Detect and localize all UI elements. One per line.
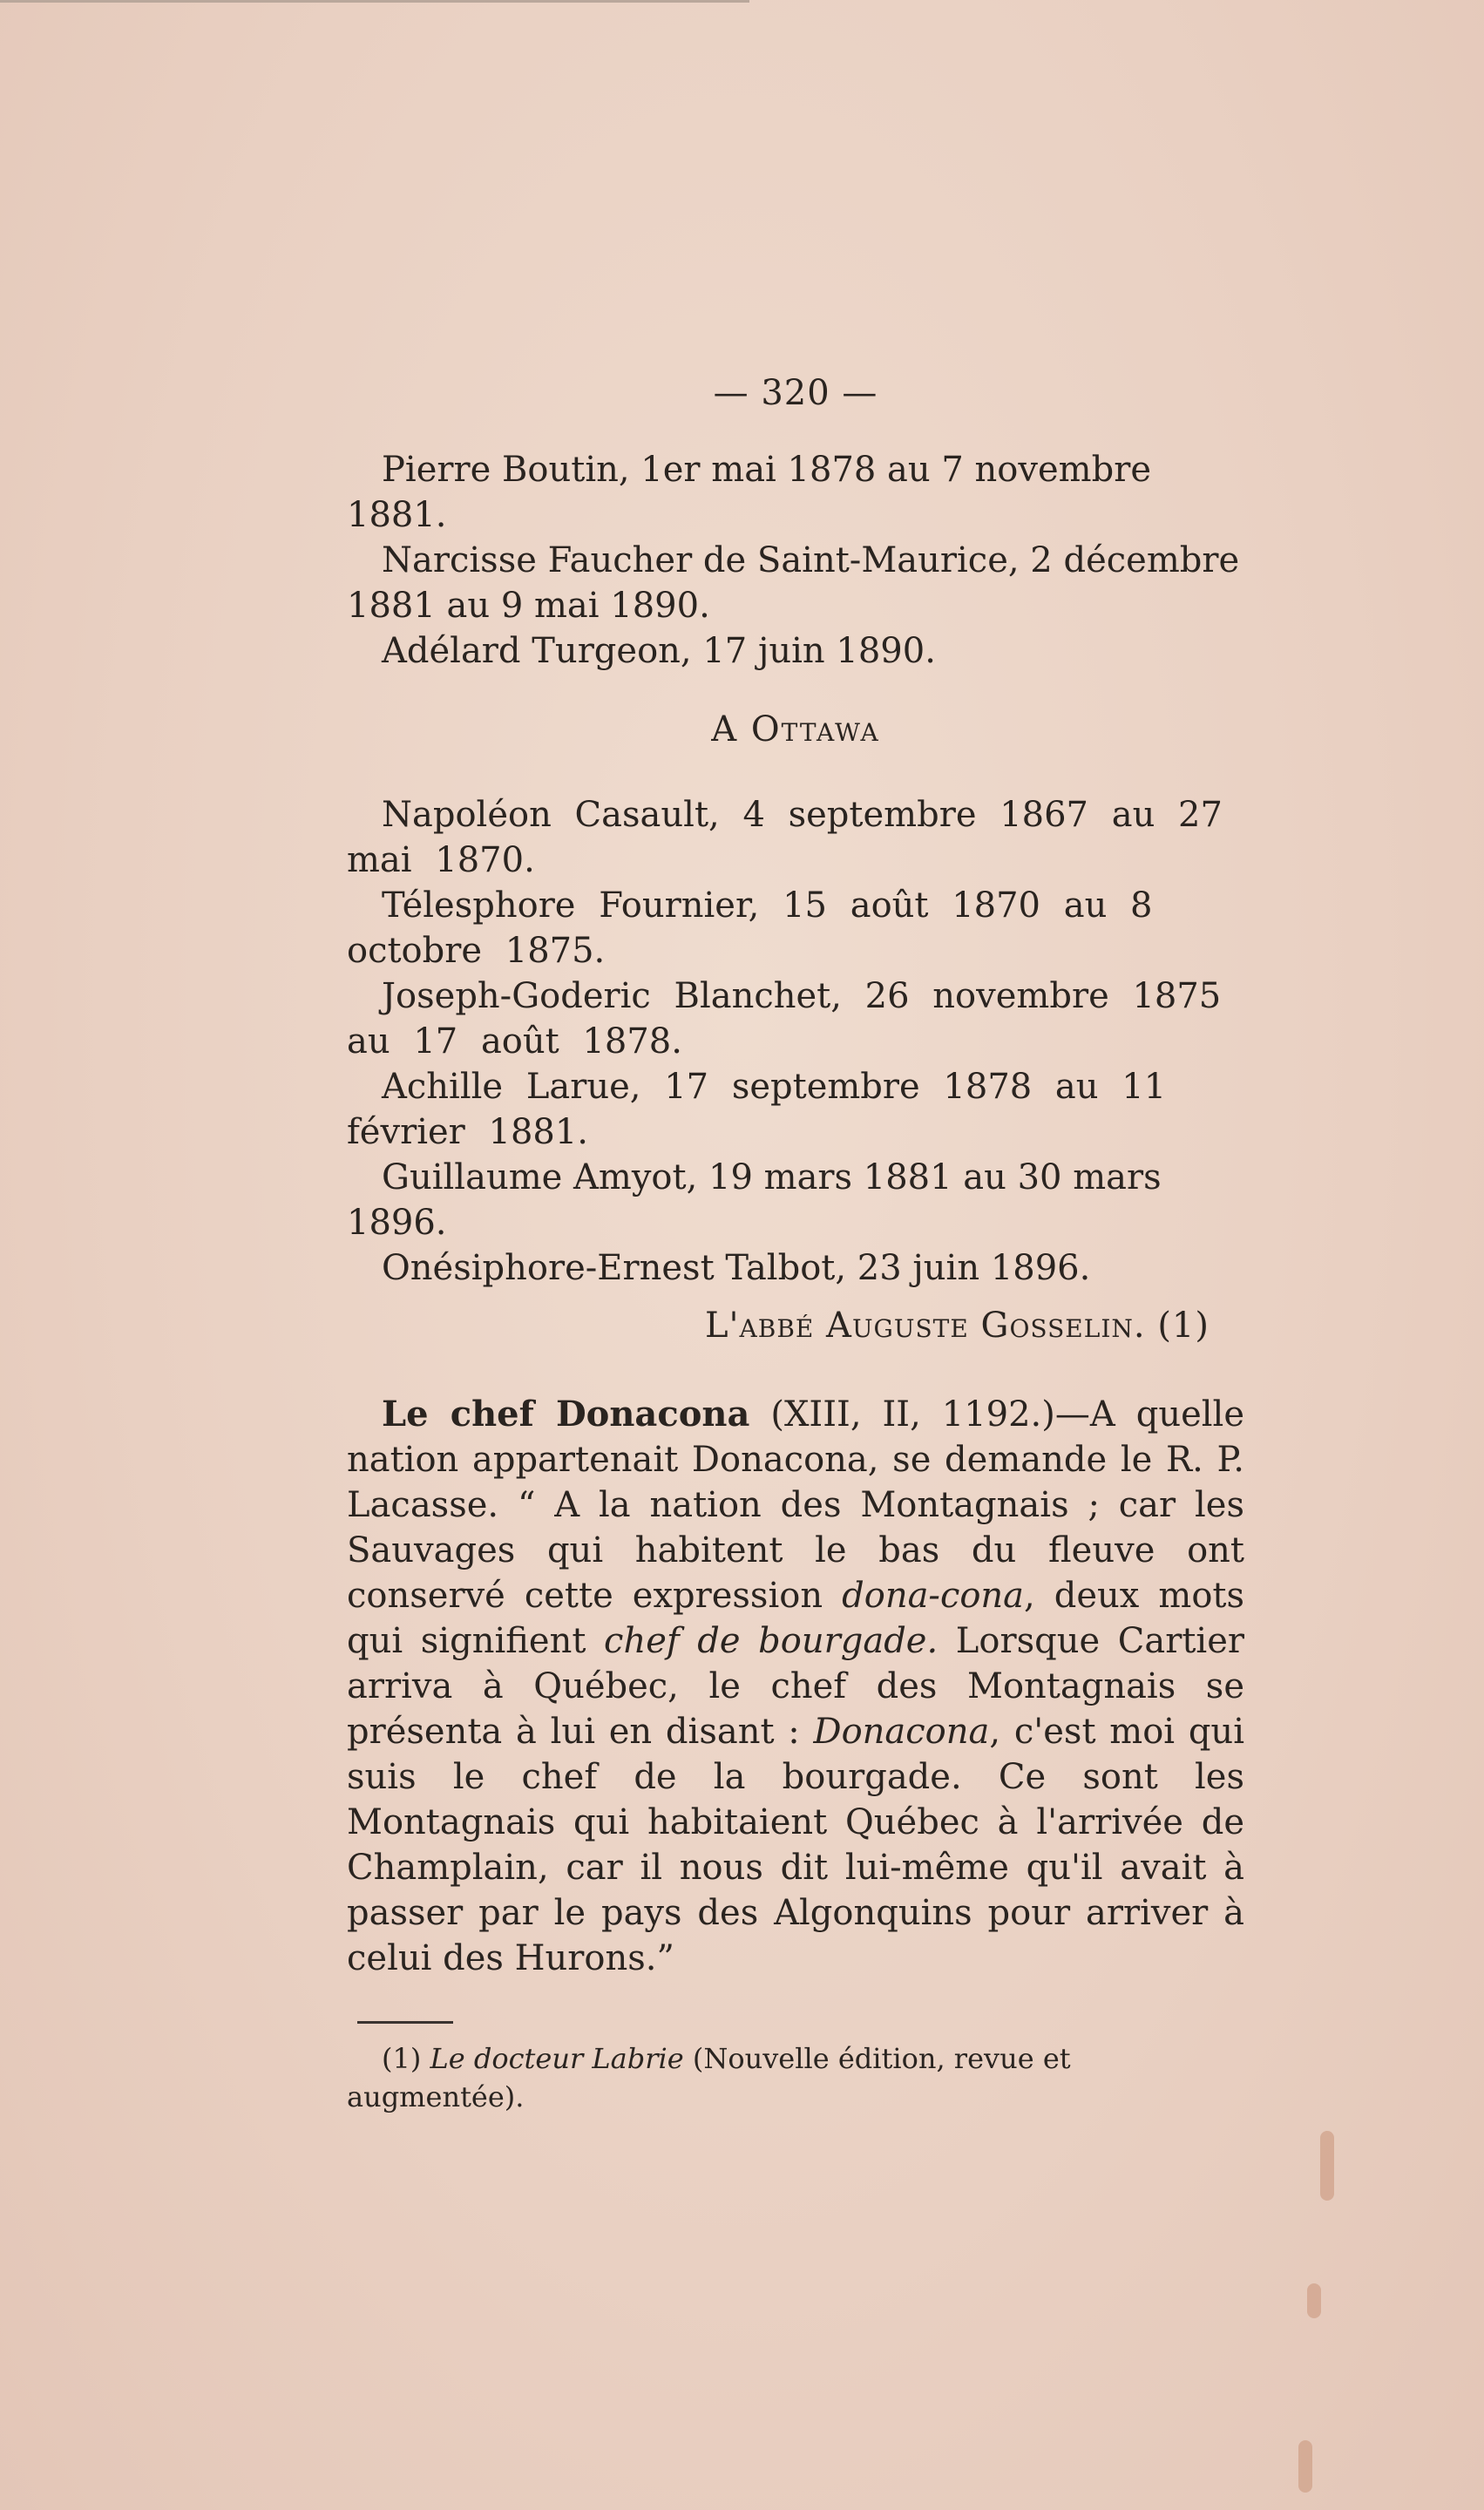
footnote-marker: (1)	[382, 2042, 422, 2075]
stain-mark	[1320, 2131, 1334, 2201]
list-top	[347, 447, 1244, 674]
list-item: Pierre Boutin, 1er mai 1878 au 7 novembre 1881.	[347, 450, 1151, 535]
stain-mark	[1298, 2440, 1312, 2493]
article-italic: dona-cona	[842, 1576, 1025, 1616]
list-item: Napoléon Casault, 4 septembre 1867 au 27 mai 1870.	[347, 795, 1223, 880]
article-text: , c'est moi qui suis le chef de la bourgade. Ce sont les Montagnais qui habitaient Québec à l'arrivée de Champlain, car il nous dit lui-même qu'il avait à passer par le pays des Algonquins pour arriver à celui des Hurons.”	[347, 1712, 1244, 1978]
article-text: —A quelle nation appartenait Donacona, se demande le R. P. Lacasse. “ A la nation des Montagnais ; car les Sauvages qui habitent le bas du fleuve ont conservé cette expression	[347, 1394, 1245, 1616]
author-signature	[347, 1303, 1210, 1348]
footnote	[347, 2039, 1244, 2116]
footnote-text: (Nouvelle édition, revue et augmentée).	[347, 2042, 1071, 2113]
article-ref: (XIII, II, 1192.)	[770, 1394, 1055, 1435]
article-paragraph	[347, 1392, 1244, 1981]
list-item: Adélard Turgeon, 17 juin 1890.	[382, 631, 936, 671]
page-number: — 320 —	[713, 373, 878, 413]
list-item: Narcisse Faucher de Saint-Maurice, 2 décembre 1881 au 9 mai 1890.	[347, 540, 1240, 626]
article-italic: chef de bourgade.	[604, 1621, 939, 1661]
list-item: Onésiphore-Ernest Talbot, 23 juin 1896.	[382, 1248, 1091, 1288]
article-italic: Donacona	[813, 1712, 990, 1752]
article-text: , deux mots qui signifient	[347, 1576, 1244, 1661]
stain-mark	[1307, 2283, 1321, 2318]
article-text: Lorsque Cartier arriva à Québec, le chef des Montagnais se présenta à lui en disant :	[347, 1621, 1244, 1752]
list-item: Joseph-Goderic Blanchet, 26 novembre 1875 au 17 août 1878.	[347, 976, 1222, 1062]
article-title: Le chef Donacona	[382, 1394, 750, 1435]
list-item: Achille Larue, 17 septembre 1878 au 11 février 1881.	[347, 1067, 1167, 1152]
text-column	[347, 370, 1244, 2116]
footnote-italic: Le docteur Labrie	[430, 2042, 684, 2075]
footnote-divider	[357, 2021, 453, 2024]
top-edge-line	[0, 0, 749, 3]
signature-ref: (1)	[1157, 1306, 1210, 1346]
list-ottawa	[347, 792, 1244, 1291]
section-heading: A Ottawa	[711, 709, 880, 750]
list-item: Télesphore Fournier, 15 août 1870 au 8 octobre 1875.	[347, 885, 1153, 971]
signature-name: L'abbé Auguste Gosselin.	[704, 1306, 1146, 1346]
list-item: Guillaume Amyot, 19 mars 1881 au 30 mars 1896.	[347, 1157, 1162, 1243]
